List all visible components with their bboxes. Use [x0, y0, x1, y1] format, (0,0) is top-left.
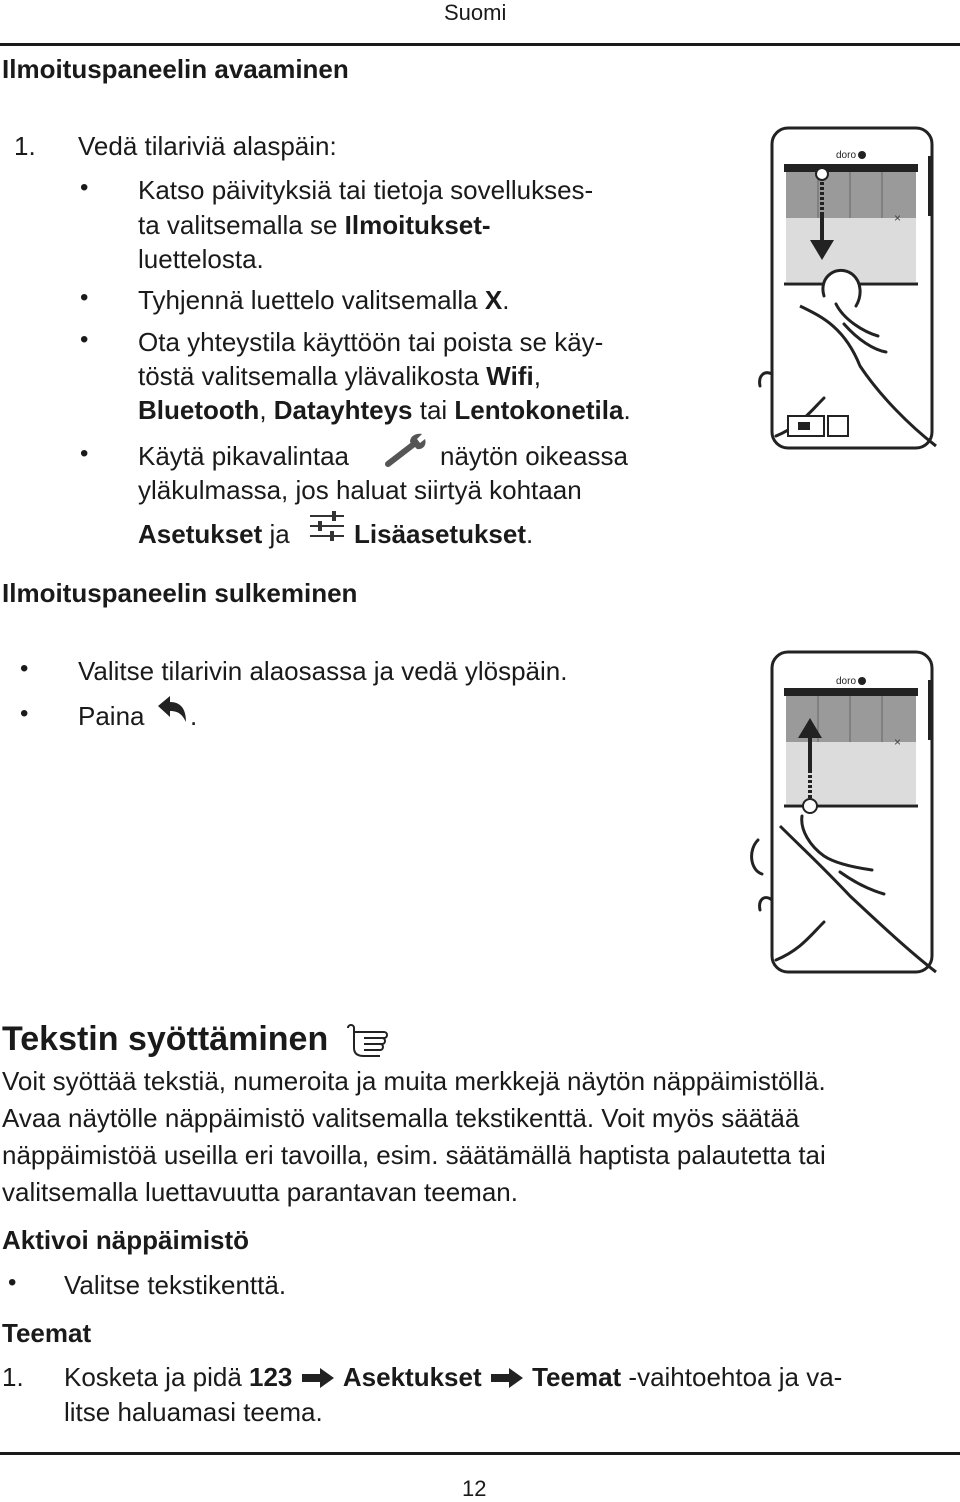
bullet-dot: • [20, 700, 29, 727]
bullet-dot: • [80, 284, 89, 311]
bullet-dot: • [8, 1269, 17, 1296]
bullet-1-line-3: luettelosta. [138, 244, 264, 274]
wrench-icon [384, 432, 432, 468]
bullet-1-line-1: Katso päivityksiä tai tietoja sovellukses- [138, 175, 594, 205]
step-text: Vedä tilariviä alaspäin: [78, 131, 337, 161]
themes-step-number: 1. [2, 1362, 24, 1392]
bullet-dot: • [80, 174, 89, 201]
subheading-activate: Aktivoi näppäimistö [2, 1225, 250, 1255]
section-heading-close: Ilmoituspaneelin sulkeminen [2, 578, 358, 608]
phone-brand-label: doro [836, 150, 857, 161]
bullet-2: Tyhjennä luettelo valitsemalla X. [138, 285, 510, 315]
paragraph-line-3: näppäimistöä useilla eri tavoilla, esim. säätämällä haptista palautetta tai [2, 1140, 826, 1170]
bullet-4-line-2: yläkulmassa, jos haluat siirtyä kohtaan [138, 475, 582, 505]
paragraph-line-4: valitsemalla luettavuutta parantavan teeman. [2, 1177, 518, 1207]
phone-brand-logo [858, 677, 866, 685]
bullet-dot: • [20, 655, 29, 682]
bullet-dot: • [80, 326, 89, 353]
close-bullet-1: Valitse tilarivin alaosassa ja vedä ylöspäin. [78, 656, 568, 686]
arrow-right-icon [489, 1366, 525, 1390]
bullet-1-line-2: ta valitsemalla se Ilmoitukset- [138, 210, 491, 240]
header-rule [0, 43, 960, 46]
svg-text:×: × [894, 211, 902, 225]
tap-gesture-icon [344, 1022, 390, 1058]
bullet-dot: • [80, 440, 89, 467]
bullet-3-line-1: Ota yhteystila käyttöön tai poista se käy- [138, 327, 604, 357]
bullet-4-line-1b: näytön oikeassa [440, 441, 628, 471]
arrow-right-icon [300, 1366, 336, 1390]
bullet-4-line-3a: Asetukset ja [138, 519, 290, 549]
close-bullet-2a: Paina [78, 701, 145, 731]
footer-rule [0, 1452, 960, 1455]
paragraph-line-1: Voit syöttää tekstiä, numeroita ja muita merkkejä näytön näppäimistöllä. [2, 1066, 826, 1096]
phone-illustration-swipe-up [740, 650, 940, 980]
section-heading-text-input: Tekstin syöttäminen [2, 1020, 329, 1058]
subheading-themes: Teemat [2, 1318, 92, 1348]
back-arrow-icon [154, 694, 190, 728]
themes-step-line-1: Kosketa ja pidä 123 Asektukset Teemat -vaihtoehtoa ja va- [64, 1362, 843, 1392]
phone-brand-label: doro [836, 676, 857, 687]
sliders-icon [308, 508, 346, 544]
close-bullet-2b: . [190, 701, 198, 731]
bullet-4-line-1a: Käytä pikavalintaa [138, 441, 350, 471]
activate-bullet: Valitse tekstikenttä. [64, 1270, 287, 1300]
svg-text:×: × [894, 735, 902, 749]
bullet-3-line-2: töstä valitsemalla ylävalikosta Wifi, [138, 361, 541, 391]
step-number: 1. [14, 131, 36, 161]
language-label: Suomi [444, 0, 507, 25]
page-number: 12 [462, 1476, 487, 1501]
phone-illustration-swipe-down [740, 126, 940, 456]
bullet-4-line-3b: Lisäasetukset. [354, 519, 534, 549]
bullet-3-line-3: Bluetooth, Datayhteys tai Lentokonetila. [138, 395, 631, 425]
phone-brand-logo [858, 151, 866, 159]
themes-step-line-2: litse haluamasi teema. [64, 1397, 323, 1427]
paragraph-line-2: Avaa näytölle näppäimistö valitsemalla tekstikenttä. Voit myös säätää [2, 1103, 800, 1133]
section-heading-open: Ilmoituspaneelin avaaminen [2, 54, 349, 84]
